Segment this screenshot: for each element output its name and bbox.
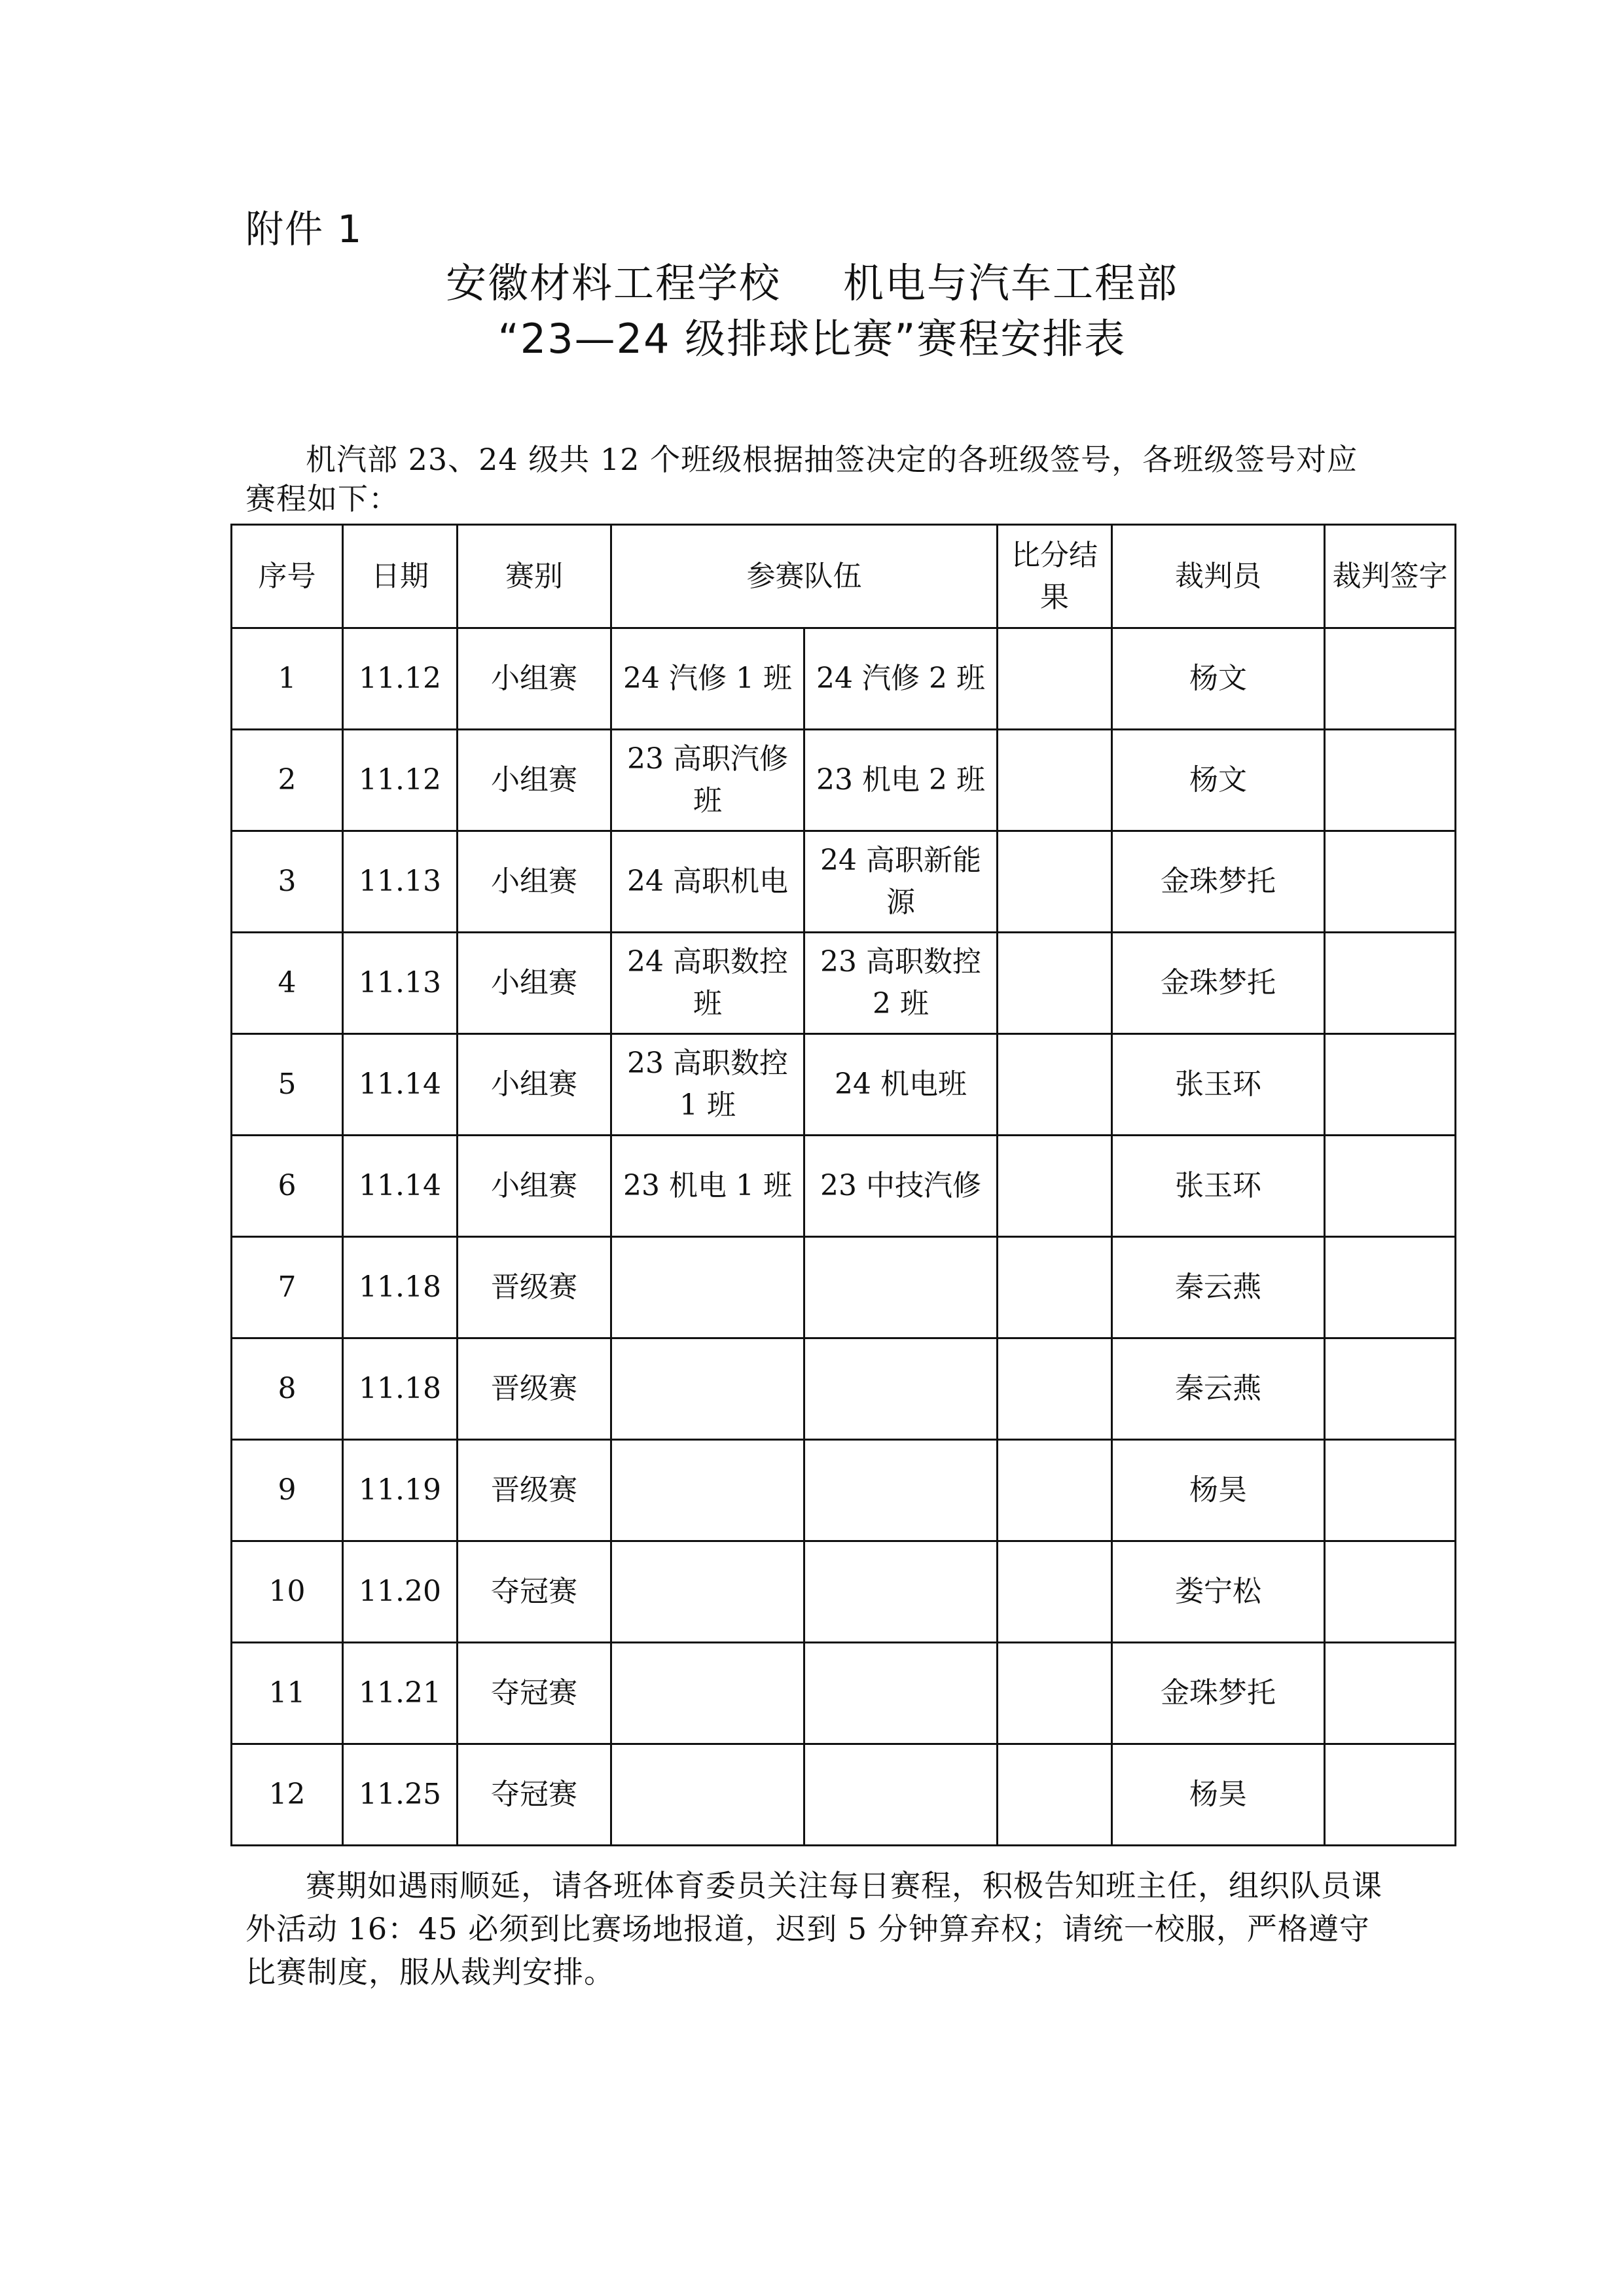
cell-date: 11.13 xyxy=(343,933,458,1034)
cell-signature xyxy=(1325,1136,1456,1237)
cell-team-a: 24 汽修 1 班 xyxy=(611,628,804,730)
cell-result xyxy=(998,730,1112,831)
cell-stage: 小组赛 xyxy=(458,831,611,933)
cell-no: 11 xyxy=(232,1643,343,1744)
cell-signature xyxy=(1325,1643,1456,1744)
header-stage: 赛别 xyxy=(458,525,611,628)
document-title-line-2: “23—24 级排球比赛”赛程安排表 xyxy=(497,315,1127,363)
cell-team-b xyxy=(804,1338,998,1440)
cell-stage: 夺冠赛 xyxy=(458,1744,611,1846)
table-row xyxy=(232,933,1456,1034)
cell-stage: 晋级赛 xyxy=(458,1338,611,1440)
cell-stage: 夺冠赛 xyxy=(458,1541,611,1643)
cell-team-a xyxy=(611,1643,804,1744)
cell-result xyxy=(998,831,1112,933)
cell-team-b: 23 中技汽修 xyxy=(804,1136,998,1237)
cell-date: 11.18 xyxy=(343,1338,458,1440)
cell-date: 11.13 xyxy=(343,831,458,933)
cell-signature xyxy=(1325,1338,1456,1440)
cell-date: 11.25 xyxy=(343,1744,458,1846)
table-row xyxy=(232,1643,1456,1744)
cell-referee: 杨文 xyxy=(1112,628,1325,730)
cell-referee: 张玉环 xyxy=(1112,1034,1325,1136)
header-result: 比分结果 xyxy=(998,525,1112,628)
table-header-row xyxy=(232,525,1456,628)
cell-team-a: 23 机电 1 班 xyxy=(611,1136,804,1237)
cell-team-a xyxy=(611,1237,804,1338)
cell-team-a: 23 高职数控 1 班 xyxy=(611,1034,804,1136)
cell-referee: 杨文 xyxy=(1112,730,1325,831)
cell-stage: 小组赛 xyxy=(458,730,611,831)
cell-team-a xyxy=(611,1744,804,1846)
cell-result xyxy=(998,1744,1112,1846)
cell-team-a xyxy=(611,1338,804,1440)
cell-date: 11.12 xyxy=(343,730,458,831)
cell-result xyxy=(998,1643,1112,1744)
cell-team-b: 23 机电 2 班 xyxy=(804,730,998,831)
cell-result xyxy=(998,1034,1112,1136)
document-title-line-1 xyxy=(0,254,1624,313)
cell-team-b: 24 高职新能源 xyxy=(804,831,998,933)
header-teams: 参赛队伍 xyxy=(611,525,998,628)
cell-no: 7 xyxy=(232,1237,343,1338)
cell-stage: 小组赛 xyxy=(458,628,611,730)
cell-no: 12 xyxy=(232,1744,343,1846)
table-row xyxy=(232,1136,1456,1237)
table-row xyxy=(232,1338,1456,1440)
cell-date: 11.12 xyxy=(343,628,458,730)
cell-stage: 小组赛 xyxy=(458,1136,611,1237)
cell-team-a xyxy=(611,1541,804,1643)
cell-team-b xyxy=(804,1541,998,1643)
cell-referee: 娄宁松 xyxy=(1112,1541,1325,1643)
cell-signature xyxy=(1325,628,1456,730)
cell-stage: 晋级赛 xyxy=(458,1237,611,1338)
cell-no: 10 xyxy=(232,1541,343,1643)
table-row xyxy=(232,1034,1456,1136)
cell-referee: 秦云燕 xyxy=(1112,1237,1325,1338)
cell-result xyxy=(998,1338,1112,1440)
cell-no: 3 xyxy=(232,831,343,933)
cell-referee: 金珠梦托 xyxy=(1112,1643,1325,1744)
header-date: 日期 xyxy=(343,525,458,628)
cell-result xyxy=(998,1237,1112,1338)
cell-stage: 夺冠赛 xyxy=(458,1643,611,1744)
header-referee: 裁判员 xyxy=(1112,525,1325,628)
cell-team-a xyxy=(611,1440,804,1541)
cell-result xyxy=(998,933,1112,1034)
cell-no: 2 xyxy=(232,730,343,831)
cell-date: 11.14 xyxy=(343,1136,458,1237)
cell-team-b xyxy=(804,1237,998,1338)
cell-referee: 杨昊 xyxy=(1112,1440,1325,1541)
cell-signature xyxy=(1325,1744,1456,1846)
header-signature: 裁判签字 xyxy=(1325,525,1456,628)
cell-team-a: 24 高职机电 xyxy=(611,831,804,933)
table-row xyxy=(232,730,1456,831)
cell-no: 4 xyxy=(232,933,343,1034)
school-name: 安徽材料工程学校 xyxy=(445,259,781,307)
cell-signature xyxy=(1325,1034,1456,1136)
schedule-table xyxy=(230,524,1456,1846)
cell-result xyxy=(998,628,1112,730)
cell-result xyxy=(998,1440,1112,1541)
cell-referee: 杨昊 xyxy=(1112,1744,1325,1846)
attachment-label: 附件 1 xyxy=(245,207,363,251)
department-name: 机电与汽车工程部 xyxy=(843,259,1179,307)
cell-result xyxy=(998,1541,1112,1643)
cell-no: 1 xyxy=(232,628,343,730)
cell-date: 11.14 xyxy=(343,1034,458,1136)
cell-signature xyxy=(1325,1541,1456,1643)
cell-team-b: 24 汽修 2 班 xyxy=(804,628,998,730)
table-row xyxy=(232,628,1456,730)
cell-referee: 张玉环 xyxy=(1112,1136,1325,1237)
cell-signature xyxy=(1325,831,1456,933)
cell-team-b xyxy=(804,1643,998,1744)
cell-signature xyxy=(1325,933,1456,1034)
cell-no: 5 xyxy=(232,1034,343,1136)
cell-team-a: 23 高职汽修班 xyxy=(611,730,804,831)
table-row xyxy=(232,831,1456,933)
cell-team-b xyxy=(804,1744,998,1846)
intro-paragraph: 机汽部 23、24 级共 12 个班级根据抽签决定的各班级签号，各班级签号对应赛程如下： xyxy=(245,442,1358,516)
table-row xyxy=(232,1440,1456,1541)
table-row xyxy=(232,1744,1456,1846)
cell-team-a: 24 高职数控班 xyxy=(611,933,804,1034)
table-row xyxy=(232,1237,1456,1338)
cell-result xyxy=(998,1136,1112,1237)
cell-team-b xyxy=(804,1440,998,1541)
cell-referee: 金珠梦托 xyxy=(1112,933,1325,1034)
cell-date: 11.20 xyxy=(343,1541,458,1643)
cell-date: 11.21 xyxy=(343,1643,458,1744)
notice-paragraph: 赛期如遇雨顺延，请各班体育委员关注每日赛程，积极告知班主任，组织队员课外活动 16：45 必须到比赛场地报道，迟到 5 分钟算弃权；请统一校服，严格遵守比赛制度，服从裁判安排。 xyxy=(245,1868,1382,1990)
cell-no: 6 xyxy=(232,1136,343,1237)
header-no: 序号 xyxy=(232,525,343,628)
cell-no: 8 xyxy=(232,1338,343,1440)
cell-stage: 晋级赛 xyxy=(458,1440,611,1541)
cell-date: 11.18 xyxy=(343,1237,458,1338)
cell-signature xyxy=(1325,730,1456,831)
table-row xyxy=(232,1541,1456,1643)
cell-team-b: 24 机电班 xyxy=(804,1034,998,1136)
cell-referee: 金珠梦托 xyxy=(1112,831,1325,933)
cell-team-b: 23 高职数控 2 班 xyxy=(804,933,998,1034)
cell-stage: 小组赛 xyxy=(458,1034,611,1136)
cell-date: 11.19 xyxy=(343,1440,458,1541)
schedule-body xyxy=(232,628,1456,1846)
cell-stage: 小组赛 xyxy=(458,933,611,1034)
cell-signature xyxy=(1325,1237,1456,1338)
cell-no: 9 xyxy=(232,1440,343,1541)
cell-referee: 秦云燕 xyxy=(1112,1338,1325,1440)
cell-signature xyxy=(1325,1440,1456,1541)
